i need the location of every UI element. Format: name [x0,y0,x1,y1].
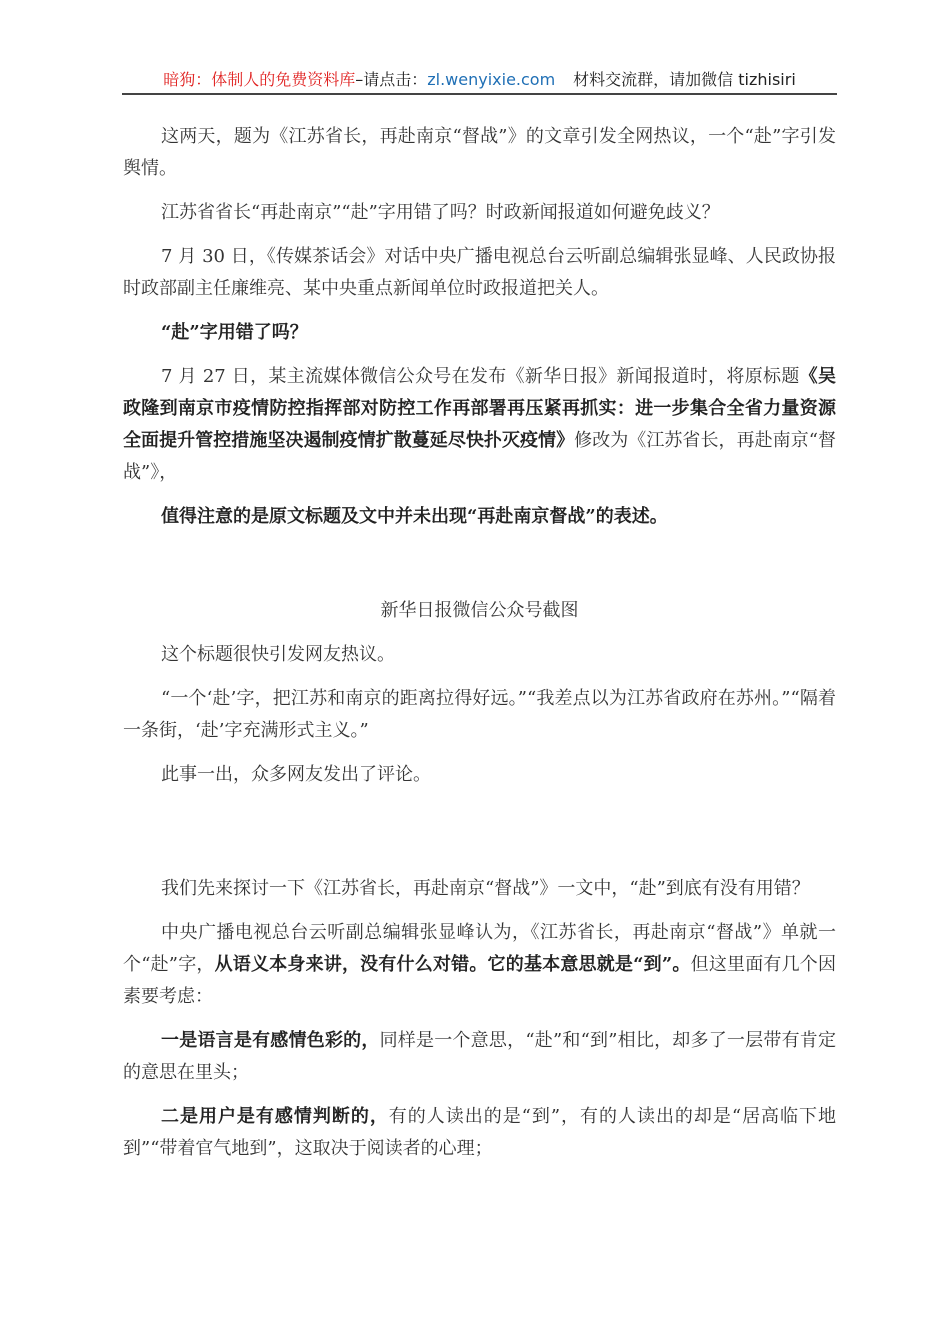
paragraph: 我们先来探讨一下《江苏省长，再赴南京“督战”》一文中，“赴”到底有没有用错？ [161,878,810,899]
paragraph [123,361,836,489]
text: 7 月 27 日，某主流媒体微信公众号在发布《新华日报》新闻报道时，将原标题 [161,366,800,387]
bold-text: 一是语言是有感情色彩的， [161,1030,380,1051]
document-body [123,121,836,1177]
bold-text: 从语义本身来讲，没有什么对错。它的基本意思就是“到”。 [214,954,691,975]
paragraph: 江苏省省长“再赴南京”“赴”字用错了吗？时政新闻报道如何避免歧义？ [161,202,720,223]
text: 同样是一个意思，“赴”和“到”相比，却多了一层带有肯定的意思在里头； [123,1030,837,1083]
text: 中央广播电视总台云听副总编辑张显峰认为，《江苏省长，再赴南京“督战”》单就一个“赴”字， [123,922,836,975]
heading-text: “赴”字用错了吗？ [161,322,308,343]
original-title: 《吴政隆到南京市疫情防控指挥部对防控工作再部署再压紧再抓实：进一步集合全省力量资源全面提升管控措施坚决遏制疫情扩散蔓延尽快扑灭疫情》 [123,366,836,451]
paragraph: 7 月 30 日，《传媒茶话会》对话中央广播电视总台云听副总编辑张显峰、人民政协报时政部副主任廉维亮、某中央重点新闻单位时政报道把关人。 [123,246,836,299]
paragraph: 这两天，题为《江苏省长，再赴南京“督战”》的文章引发全网热议，一个“赴”字引发舆情。 [123,126,836,179]
header-prompt: –请点击： [355,70,428,89]
paragraph [123,1101,836,1165]
paragraph: 这个标题很快引发网友热议。 [161,644,395,665]
bold-text: 值得注意的是原文标题及文中并未出现“再赴南京督战”的表述。 [161,506,668,527]
paragraph: “一个‘赴’字，把江苏和南京的距离拉得好远。”“我差点以为江苏省政府在苏州。”“隔着一条街，‘赴’字充满形式主义。” [123,688,836,741]
image-caption: 新华日报微信公众号截图 [380,600,579,621]
header-brand: 暗狗：体制人的免费资料库 [163,70,356,89]
header-contact: 材料交流群，请加微信 tizhisiri [573,70,796,89]
header-link[interactable]: zl.wenyixie.com [427,70,556,89]
bold-text: 二是用户是有感情判断的， [161,1106,389,1127]
paragraph: 此事一出，众多网友发出了评论。 [161,764,431,785]
paragraph [123,1025,836,1089]
paragraph [123,917,836,1013]
section-heading [123,317,836,349]
text: 但这里面有几个因素要考虑： [123,954,837,1007]
paragraph [123,501,836,533]
text: 修改为《江苏省长，再赴南京“督战”》， [123,430,837,483]
page-header [122,68,837,95]
text: 有的人读出的是“到”，有的人读出的却是“居高临下地到”“带着官气地到”，这取决于阅读者的心理； [123,1106,836,1159]
